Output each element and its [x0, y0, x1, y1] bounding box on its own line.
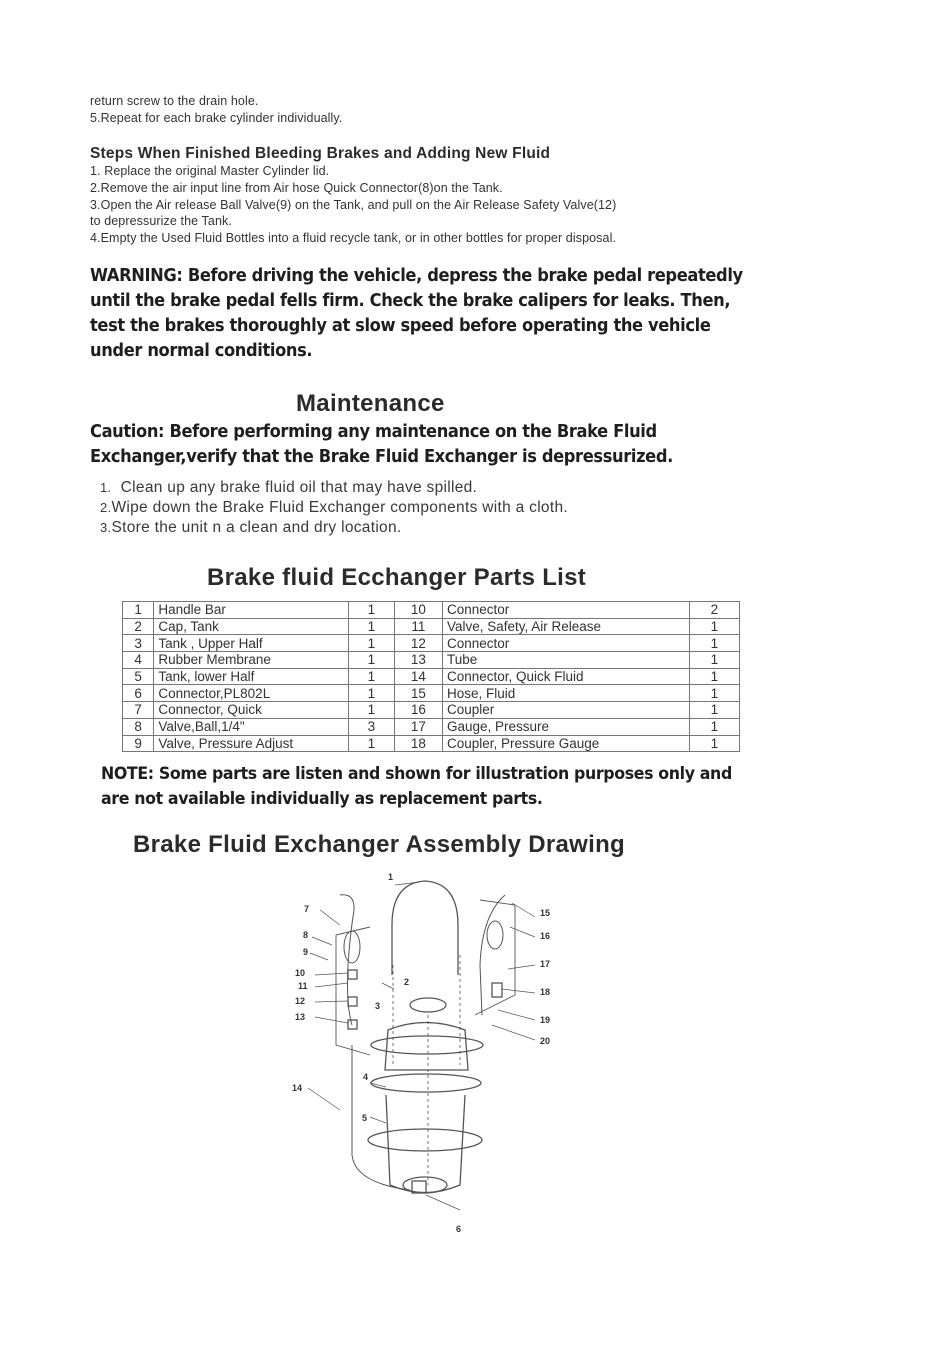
table-row [123, 635, 740, 652]
table-cell-name1: Connector, Quick [154, 702, 349, 719]
tank-lower [386, 1095, 465, 1193]
table-cell-q2: 1 [689, 702, 739, 719]
table-cell-q2: 1 [689, 618, 739, 635]
table-row [123, 602, 740, 619]
assembly-title: Brake Fluid Exchanger Assembly Drawing [133, 831, 625, 858]
finish-step-1: 1. Replace the original Master Cylinder lid. [90, 164, 330, 178]
callout-20: 20 [540, 1036, 551, 1046]
table-cell-name1: Handle Bar [154, 602, 349, 619]
note-block [101, 762, 732, 812]
tank-cap [410, 998, 446, 1012]
callout-6: 6 [456, 1224, 462, 1234]
table-row [123, 702, 740, 719]
warning-line-4: under normal conditions. [90, 341, 313, 361]
table-row [123, 618, 740, 635]
table-cell-n2: 17 [394, 718, 442, 735]
table-cell-n2: 10 [394, 602, 442, 619]
table-cell-name2: Connector [442, 602, 689, 619]
finish-section-title: Steps When Finished Bleeding Brakes and Adding New Fluid [90, 145, 551, 162]
table-cell-q1: 1 [348, 685, 394, 702]
right-coil [487, 921, 503, 949]
callout-9: 9 [303, 947, 309, 957]
table-row [123, 735, 740, 752]
handle-bar [392, 881, 458, 975]
warning-line-3: test the brakes thoroughly at slow speed before operating the vehicle [90, 316, 711, 336]
fitting-right-1 [492, 983, 502, 997]
parts-table [122, 601, 740, 752]
table-cell-name2: Coupler, Pressure Gauge [442, 735, 689, 752]
table-cell-q1: 1 [348, 635, 394, 652]
callout-16: 16 [540, 931, 551, 941]
caution-block [90, 420, 673, 470]
table-cell-q2: 1 [689, 685, 739, 702]
table-cell-n2: 14 [394, 668, 442, 685]
table-cell-q1: 1 [348, 668, 394, 685]
table-cell-name2: Hose, Fluid [442, 685, 689, 702]
table-cell-q2: 1 [689, 735, 739, 752]
finish-step-3: 3.Open the Air release Ball Valve(9) on the Tank, and pull on the Air Release Safety Valve(12) [90, 197, 617, 212]
table-cell-q1: 3 [348, 718, 394, 735]
tank-bottom [403, 1177, 447, 1193]
table-cell-n1: 7 [123, 702, 154, 719]
table-cell-q1: 1 [348, 735, 394, 752]
table-cell-n2: 16 [394, 702, 442, 719]
table-cell-n1: 8 [123, 718, 154, 735]
intro-line-1: return screw to the drain hole. [90, 94, 259, 108]
maintenance-step-1: 1. Clean up any brake fluid oil that may have spilled. [100, 479, 478, 496]
table-cell-n1: 4 [123, 652, 154, 669]
table-cell-name2: Gauge, Pressure [442, 718, 689, 735]
callout-2: 2 [404, 977, 410, 987]
note-line-1: NOTE: Some parts are listen and shown for illustration purposes only and [101, 764, 732, 784]
table-cell-n1: 9 [123, 735, 154, 752]
maintenance-steps [100, 478, 568, 538]
table-cell-name2: Connector, Quick Fluid [442, 668, 689, 685]
table-cell-name1: Connector,PL802L [154, 685, 349, 702]
caution-line-2: Exchanger,verify that the Brake Fluid Exchanger is depressurized. [90, 447, 673, 467]
table-cell-name1: Tank , Upper Half [154, 635, 349, 652]
table-cell-q1: 1 [348, 652, 394, 669]
callout-18: 18 [540, 987, 551, 997]
table-row [123, 718, 740, 735]
warning-block [90, 264, 743, 364]
tank-upper [385, 1023, 468, 1071]
parts-list-title: Brake fluid Ecchanger Parts List [207, 564, 587, 591]
assembly-drawing [270, 865, 590, 1240]
lower-flange [368, 1129, 482, 1151]
callout-10: 10 [295, 968, 306, 978]
table-cell-name1: Tank, lower Half [154, 668, 349, 685]
table-cell-n1: 3 [123, 635, 154, 652]
table-cell-n1: 1 [123, 602, 154, 619]
callout-5: 5 [362, 1113, 368, 1123]
maintenance-title: Maintenance [296, 390, 445, 417]
callout-3: 3 [375, 1001, 381, 1011]
table-cell-q2: 1 [689, 668, 739, 685]
table-cell-q2: 1 [689, 718, 739, 735]
intro-line-2: 5.Repeat for each brake cylinder individually. [90, 110, 343, 125]
maintenance-step-3: 3.Store the unit n a clean and dry location. [100, 519, 402, 536]
warning-line-1: WARNING: Before driving the vehicle, depress the brake pedal repeatedly [90, 266, 743, 286]
left-coil [344, 931, 360, 963]
finish-steps [90, 163, 616, 247]
callout-4: 4 [363, 1072, 369, 1082]
table-cell-q1: 1 [348, 618, 394, 635]
parts-table-body [123, 602, 740, 752]
table-cell-n2: 13 [394, 652, 442, 669]
left-bracket [336, 927, 370, 1055]
callout-8: 8 [303, 930, 309, 940]
note-line-2: are not available individually as replacement parts. [101, 789, 543, 809]
callout-1: 1 [388, 872, 394, 882]
table-cell-q2: 1 [689, 635, 739, 652]
table-row [123, 652, 740, 669]
finish-step-4: 4.Empty the Used Fluid Bottles into a fluid recycle tank, or in other bottles for proper disposal. [90, 231, 617, 246]
table-cell-n2: 18 [394, 735, 442, 752]
table-cell-n2: 12 [394, 635, 442, 652]
table-cell-n1: 5 [123, 668, 154, 685]
finish-step-3-cont: to depressurize the Tank. [90, 214, 232, 229]
callout-17: 17 [540, 959, 551, 969]
table-cell-n2: 15 [394, 685, 442, 702]
table-cell-name1: Rubber Membrane [154, 652, 349, 669]
table-cell-name1: Valve, Pressure Adjust [154, 735, 349, 752]
callout-15: 15 [540, 908, 551, 918]
table-cell-name2: Valve, Safety, Air Release [442, 618, 689, 635]
caution-line-1: Caution: Before performing any maintenance on the Brake Fluid [90, 422, 657, 442]
finish-step-2: 2.Remove the air input line from Air hose Quick Connector(8)on the Tank. [90, 180, 503, 195]
table-row [123, 668, 740, 685]
table-cell-n1: 6 [123, 685, 154, 702]
fitting-left-1 [348, 970, 357, 979]
table-cell-q1: 1 [348, 602, 394, 619]
warning-line-2: until the brake pedal fells firm. Check the brake calipers for leaks. Then, [90, 291, 731, 311]
table-cell-name2: Coupler [442, 702, 689, 719]
table-cell-name2: Tube [442, 652, 689, 669]
table-cell-q2: 1 [689, 652, 739, 669]
table-cell-n1: 2 [123, 618, 154, 635]
fitting-left-2 [348, 997, 357, 1006]
callout-13: 13 [295, 1012, 306, 1022]
table-cell-q1: 1 [348, 702, 394, 719]
maintenance-step-2: 2.Wipe down the Brake Fluid Exchanger components with a cloth. [100, 499, 568, 516]
intro-block [90, 93, 342, 127]
fluid-tube [352, 1045, 410, 1190]
table-row [123, 685, 740, 702]
table-cell-n2: 11 [394, 618, 442, 635]
fitting-left-3 [348, 1020, 357, 1029]
table-cell-name1: Valve,Ball,1/4" [154, 718, 349, 735]
table-cell-name2: Connector [442, 635, 689, 652]
rubber-membrane [371, 1074, 481, 1092]
callout-11: 11 [298, 981, 308, 991]
callout-12: 12 [295, 996, 306, 1006]
table-cell-q2: 2 [689, 602, 739, 619]
callout-14: 14 [292, 1083, 303, 1093]
callout-19: 19 [540, 1015, 551, 1025]
callout-7: 7 [304, 904, 310, 914]
table-cell-name1: Cap, Tank [154, 618, 349, 635]
callout-leaders [308, 882, 535, 1210]
